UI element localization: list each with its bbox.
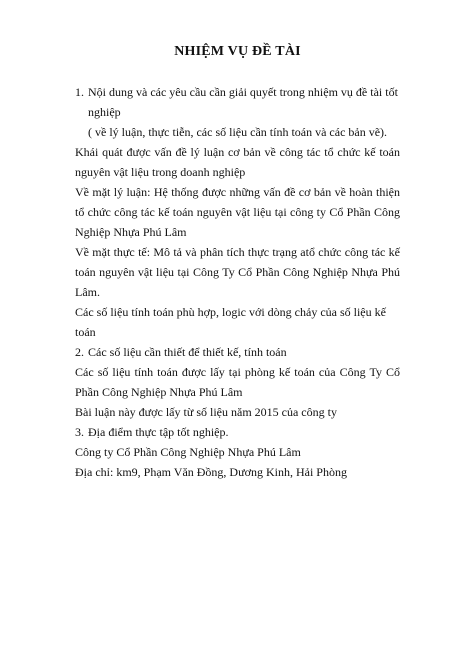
list-item-2 xyxy=(75,342,400,362)
paragraph-data-year: Bài luận này được lấy từ số liệu năm 2015 của công ty xyxy=(75,405,337,419)
list-number: 2. xyxy=(75,345,84,359)
paragraph-company: Công ty Cổ Phần Công Nghiệp Nhựa Phú Lâm xyxy=(75,445,301,459)
list-item-1 xyxy=(75,82,400,122)
list-item-1-subtext: ( về lý luận, thực tiễn, các số liệu cần tính toán và các bản vẽ). xyxy=(88,125,388,139)
paragraph-data-logic: Các số liệu tính toán phù hợp, logic với dòng chảy của số liệu kế toán xyxy=(75,305,386,339)
paragraph-address: Địa chỉ: km9, Phạm Văn Đồng, Dương Kinh, Hải Phòng xyxy=(75,465,347,479)
list-text: Địa điểm thực tập tốt nghiệp. xyxy=(88,425,229,439)
list-number: 3. xyxy=(75,425,84,439)
paragraph-theory: Về mặt lý luận: Hệ thống được những vấn đề cơ bản về hoàn thiện tổ chức công tác kế toán nguyên vật liệu tại công ty Cổ Phần Công Nghiệp Nhựa Phú Lâm xyxy=(75,185,400,239)
list-number: 1. xyxy=(75,85,84,99)
paragraph-data-source: Các số liệu tính toán được lấy tại phòng kế toán của Công Ty Cổ Phần Công Nghiệp Nhựa Phú Lâm xyxy=(75,365,400,399)
list-text: Nội dung và các yêu cầu cần giải quyết trong nhiệm vụ đề tài tốt nghiệp xyxy=(88,85,398,119)
list-item-3 xyxy=(75,422,400,442)
paragraph-practice: Về mặt thực tế: Mô tả và phân tích thực trạng atổ chức công tác kế toán nguyên vật liệu tại Công Ty Cổ Phần Công Nghiệp Nhựa Phú Lâm. xyxy=(75,245,400,299)
list-text: Các số liệu cần thiết để thiết kế, tính toán xyxy=(88,345,287,359)
page-title: NHIỆM VỤ ĐỀ TÀI xyxy=(174,44,301,59)
paragraph-overview: Khái quát được vấn đề lý luận cơ bản về công tác tổ chức kế toán nguyên vật liệu trong doanh nghiệp xyxy=(75,145,400,179)
